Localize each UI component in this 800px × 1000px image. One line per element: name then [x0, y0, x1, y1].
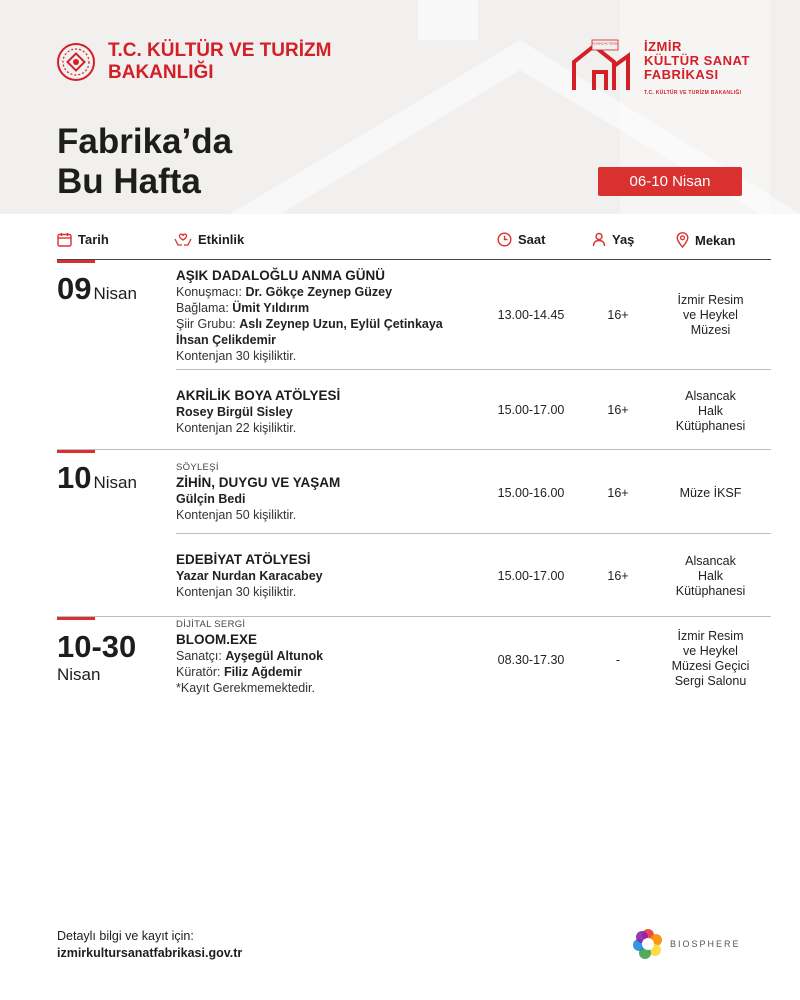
detail-label: Sanatçı: — [176, 649, 226, 663]
page-title-line2: Bu Hafta — [57, 162, 201, 201]
event-title: AKRİLİK BOYA ATÖLYESİ — [176, 388, 341, 403]
venue-line: Kütüphanesi — [675, 584, 746, 598]
hands-heart-icon — [174, 232, 192, 247]
detail-value: Yazar Nurdan Karacabey — [176, 569, 323, 583]
event-item — [176, 462, 476, 523]
detail-value: Ümit Yıldırım — [232, 301, 310, 315]
column-venue — [676, 232, 735, 248]
event-detail — [176, 332, 476, 348]
event-detail — [176, 404, 476, 420]
venue-line: Alsancak — [685, 554, 736, 568]
fab-name-line1: İZMİR — [644, 39, 682, 54]
event-venue — [650, 389, 771, 434]
event-time: 08.30-17.30 — [497, 653, 565, 667]
day-label — [57, 461, 137, 500]
day-label — [57, 272, 137, 311]
biosphere-logo — [632, 928, 741, 960]
event-venue — [650, 293, 771, 338]
day-divider — [57, 616, 771, 617]
column-venue-label: Mekan — [695, 232, 736, 248]
ministry-name-line2: BAKANLIĞI — [108, 62, 214, 83]
fabrika-logo — [570, 36, 764, 96]
detail-value: Filiz Ağdemir — [223, 665, 302, 679]
detail-value: Gülçin Bedi — [176, 492, 246, 506]
day-month: Nisan — [93, 473, 137, 492]
biosphere-flower-icon — [632, 928, 664, 960]
row-divider — [176, 369, 771, 370]
person-icon — [592, 232, 606, 247]
event-item — [176, 387, 476, 436]
event-detail — [176, 284, 476, 300]
ministry-name — [108, 40, 378, 84]
footer-info — [57, 928, 242, 962]
clock-icon — [497, 232, 512, 247]
detail-label: Bağlama: — [176, 301, 233, 315]
day-label — [57, 630, 136, 664]
event-detail — [176, 648, 476, 664]
footer-website-link[interactable]: izmirkultursanatfabrikasi.gov.tr — [57, 946, 243, 960]
biosphere-label: BIOSPHERE — [670, 939, 741, 949]
event-venue — [650, 554, 771, 599]
event-capacity: Kontenjan 30 kişiliktir. — [176, 585, 297, 599]
event-capacity: Kontenjan 30 kişiliktir. — [176, 349, 297, 363]
day-number: 09 — [57, 271, 92, 306]
venue-line: Sergi Salonu — [674, 674, 747, 688]
event-detail — [176, 300, 476, 316]
column-date-label: Tarih — [78, 232, 109, 247]
column-date — [57, 232, 109, 247]
venue-line: Müzesi — [690, 323, 731, 337]
venue-line: Alsancak — [685, 389, 736, 403]
row-divider — [176, 533, 771, 534]
venue-line: Müze İKSF — [679, 486, 742, 500]
column-age-label: Yaş — [612, 232, 635, 247]
fab-name-line3: FABRİKASI — [644, 67, 719, 82]
column-event-label: Etkinlik — [198, 232, 245, 247]
detail-value: Dr. Gökçe Zeynep Güzey — [245, 285, 393, 299]
event-time: 15.00-17.00 — [497, 403, 565, 417]
day-month: Nisan — [93, 284, 137, 303]
venue-line: Halk — [697, 569, 723, 583]
detail-value: Aslı Zeynep Uzun, Eylül Çetinkaya — [239, 317, 443, 331]
fabrika-house-icon — [570, 36, 636, 94]
day-marker — [57, 617, 95, 620]
detail-value: Rosey Birgül Sisley — [176, 405, 293, 419]
calendar-icon — [57, 232, 72, 247]
event-age: 16+ — [607, 403, 629, 417]
detail-value: Ayşegül Altunok — [225, 649, 324, 663]
event-title: EDEBİYAT ATÖLYESİ — [176, 552, 311, 567]
day-month: Nisan — [57, 665, 101, 684]
event-venue — [650, 629, 771, 689]
event-venue — [650, 486, 771, 501]
event-detail — [176, 316, 476, 332]
event-age: 16+ — [607, 308, 629, 322]
event-item — [176, 619, 476, 696]
event-detail — [176, 568, 476, 584]
column-age — [592, 232, 634, 247]
venue-line: ve Heykel — [683, 644, 738, 658]
event-registration-note: *Kayıt Gerekmemektedir. — [176, 681, 315, 695]
detail-label: Şiir Grubu: — [176, 317, 240, 331]
venue-line: Halk — [697, 404, 723, 418]
venue-line: Kütüphanesi — [675, 419, 746, 433]
event-capacity: Kontenjan 22 kişiliktir. — [176, 421, 297, 435]
footer-info-text: Detaylı bilgi ve kayıt için: — [57, 929, 194, 943]
fabrika-wordmark — [644, 40, 764, 96]
fab-small-text: ALSANCAK TEKEL — [591, 41, 619, 46]
column-time-label: Saat — [518, 232, 546, 247]
header-divider — [57, 259, 771, 260]
event-item — [176, 267, 476, 364]
venue-line: Müzesi Geçici — [671, 659, 750, 673]
day-marker — [57, 260, 95, 263]
table-header — [57, 222, 771, 258]
hero-banner — [0, 0, 800, 214]
event-age: 16+ — [607, 486, 629, 500]
event-capacity: Kontenjan 50 kişiliktir. — [176, 508, 297, 522]
event-category: DİJİTAL SERGİ — [176, 619, 246, 630]
event-title: BLOOM.EXE — [176, 632, 258, 647]
page-title — [57, 122, 232, 202]
event-time: 15.00-16.00 — [497, 486, 565, 500]
event-title: ZİHİN, DUYGU VE YAŞAM — [176, 475, 341, 490]
venue-line: İzmir Resim — [677, 629, 744, 643]
venue-line: İzmir Resim — [677, 293, 744, 307]
ministry-name-line1: T.C. KÜLTÜR VE TURİZM — [108, 40, 332, 61]
event-detail — [176, 664, 476, 680]
event-category: SÖYLEŞİ — [176, 462, 219, 473]
page-title-line1: Fabrika’da — [57, 122, 233, 161]
event-item — [176, 551, 476, 600]
venue-line: ve Heykel — [683, 308, 738, 322]
detail-label: Konuşmacı: — [176, 285, 246, 299]
event-detail — [176, 491, 476, 507]
detail-value: İhsan Çelikdemir — [176, 333, 277, 347]
date-range-badge: 06-10 Nisan — [598, 167, 742, 196]
day-divider — [57, 449, 771, 450]
day-number: 10-30 — [57, 629, 137, 664]
column-time — [497, 232, 545, 247]
fab-subtitle: T.C. KÜLTÜR VE TURİZM BAKANLIĞI — [644, 90, 742, 96]
event-time: 13.00-14.45 — [497, 308, 565, 322]
ministry-logo — [56, 40, 378, 84]
ministry-emblem-icon — [56, 42, 96, 82]
day-number: 10 — [57, 460, 92, 495]
event-age: - — [615, 653, 621, 667]
fab-name-line2: KÜLTÜR SANAT — [644, 53, 750, 68]
location-pin-icon — [676, 232, 689, 248]
detail-label: Küratör: — [176, 665, 224, 679]
column-event — [174, 232, 244, 247]
day-marker — [57, 450, 95, 453]
event-age: 16+ — [607, 569, 629, 583]
event-time: 15.00-17.00 — [497, 569, 565, 583]
event-title: AŞIK DADALOĞLU ANMA GÜNÜ — [176, 268, 385, 283]
